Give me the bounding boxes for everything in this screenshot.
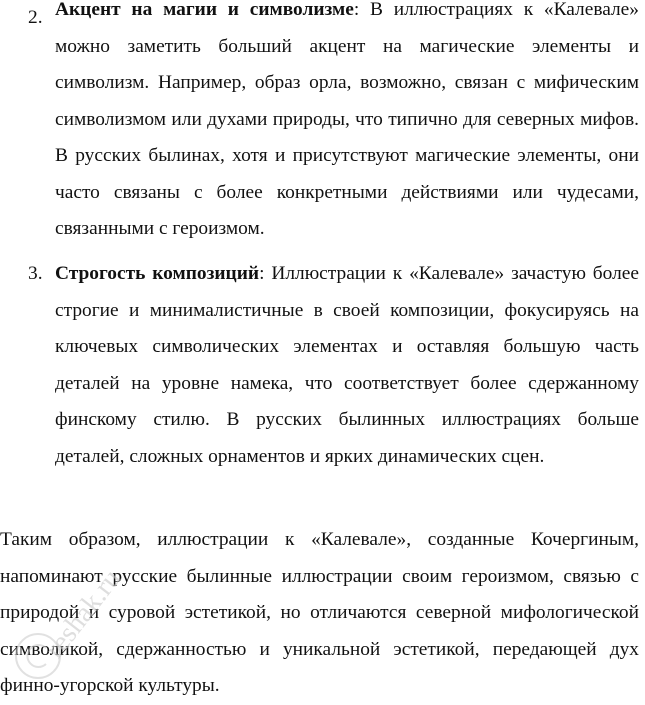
watermark-text: reshak.ru [39, 563, 128, 665]
list-item-number: 2. [28, 7, 43, 28]
list-item-body [55, 256, 639, 475]
list-item-body [55, 0, 639, 248]
list-item-lead: Строгость композиций [55, 263, 260, 284]
list-item-number: 3. [28, 263, 43, 284]
list-item-lead: Акцент на магии и символизме [55, 0, 354, 20]
list-item-text: : В иллюстрациях к «Калевале» можно заметить больший акцент на магические элементы и символизм. Например, образ орла, возможно, связан с мифическим символизмом или духами природы, что типично для северных мифов. В русских былинах, хотя и присутствуют магические элементы, они часто связаны с более конкретными действиями или чудесами, связанными с героизмом. [55, 0, 639, 239]
list-item-text: : Иллюстрации к «Калевале» зачастую более строгие и минималистичные в своей композиции, фокусируясь на ключевых символических элементах и оставляя большую часть деталей на уровне намека, что соответствует более сдержанному финскому стилю. В русских былинных иллюстрациях больше деталей, сложных орнаментов и ярких динамических сцен. [55, 263, 639, 467]
conclusion-paragraph: Таким образом, иллюстрации к «Калевале», созданные Кочергиным, напоминают русские былинные иллюстрации своим героизмом, связью с природой и суровой эстетикой, но отличаются северной мифологической символикой, сдержанностью и уникальной эстетикой, передающей дух финно-угорской культуры. [0, 529, 639, 696]
